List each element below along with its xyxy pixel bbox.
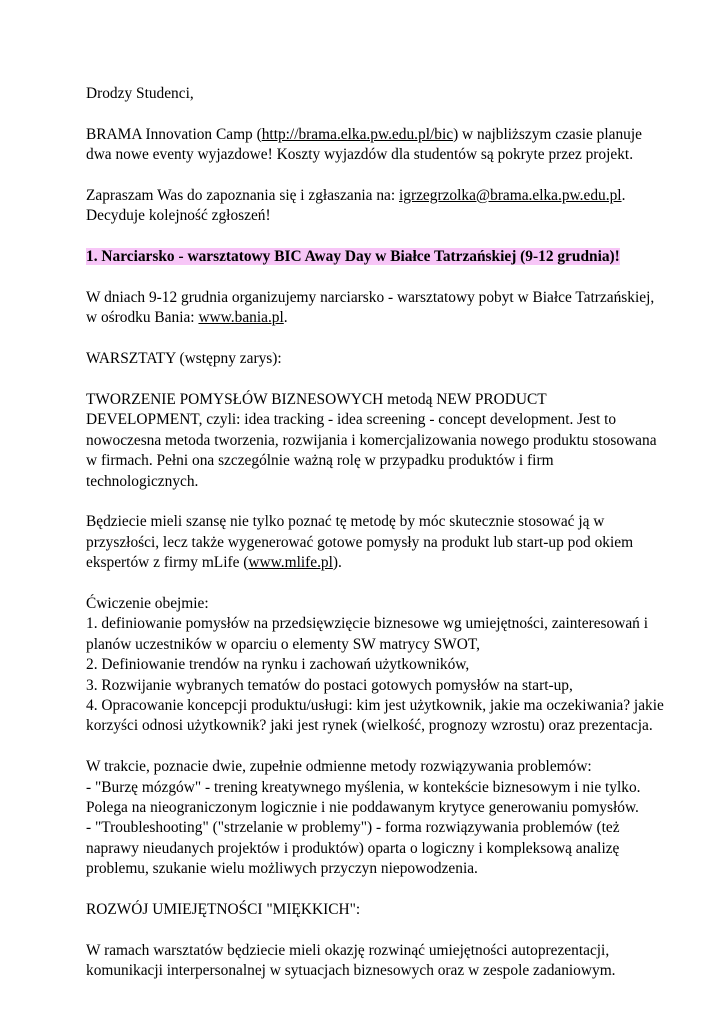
intro-text-a: BRAMA Innovation Camp ( <box>86 125 262 143</box>
event-desc-text-b: . <box>283 309 288 327</box>
exercise-title: Ćwiczenie obejmie: <box>86 595 209 613</box>
methods-paragraph <box>86 757 656 879</box>
soft-skills-title <box>86 900 656 920</box>
event-heading: 1. Narciarsko - warsztatowy BIC Away Day w Białce Tatrzańskiej (9-12 grudnia)! <box>86 248 620 266</box>
workshops-title <box>86 349 656 369</box>
exercise-paragraph <box>86 594 664 737</box>
email-link[interactable]: igrzegrzolka@brama.elka.pw.edu.pl <box>399 187 622 204</box>
soft-skills-line-1: W ramach warsztatów będziecie mieli okazję rozwinąć umiejętności autoprezentacji, <box>86 941 610 959</box>
methods-line-6: problemu, szukanie wielu możliwych przyczyn niepowodzenia. <box>86 860 478 878</box>
methods-line-4: - "Troubleshooting" ("strzelanie w problemy") - forma rozwiązywania problemów (też <box>86 819 620 837</box>
methods-line-1: W trakcie, poznacie dwie, zupełnie odmienne metody rozwiązywania problemów: <box>86 758 592 776</box>
chance-line-3 <box>86 553 656 573</box>
greeting <box>86 84 656 104</box>
intro-paragraph <box>86 125 656 166</box>
soft-skills-title-text: ROZWÓJ UMIEJĘTNOŚCI "MIĘKKICH": <box>86 901 361 919</box>
exercise-line-1: 1. definiowanie pomysłów na przedsięwzięcie biznesowe wg umiejętności, zainteresowań i <box>86 615 648 633</box>
exercise-line-4: 3. Rozwijanie wybranych tematów do postaci gotowych pomysłów na start-up, <box>86 676 573 694</box>
event-desc-line-1: W dniach 9-12 grudnia organizujemy narciarsko - warsztatowy pobyt w Białce Tatrzańskiej, <box>86 289 655 306</box>
event-desc-line-2 <box>86 308 656 328</box>
npd-line-2: DEVELOPMENT, czyli: idea tracking - idea screening - concept development. Jest to <box>86 411 617 429</box>
exercise-line-6: korzyści odnosi użytkownik? jaki jest rynek (wielkość, prognozy wzrostu) oraz prezentacja. <box>86 717 653 735</box>
chance-text-b: ). <box>332 554 342 572</box>
event-description <box>86 288 656 329</box>
intro-text-b: ) w najbliższym czasie planuje <box>453 125 642 143</box>
soft-skills-line-2: komunikacji interpersonalnej w sytuacjach biznesowych oraz w zespole zadaniowym. <box>86 962 616 980</box>
chance-line-1: Będziecie mieli szansę nie tylko poznać tę metodę by móc skutecznie stosować ją w <box>86 513 605 531</box>
bania-link[interactable]: www.bania.pl <box>198 309 284 327</box>
event-heading-paragraph <box>86 247 656 267</box>
greeting-text: Drodzy Studenci, <box>86 85 194 102</box>
exercise-line-3: 2. Definiowanie trendów na rynku i zachowań użytkowników, <box>86 656 470 674</box>
workshops-title-text: WARSZTATY (wstępny zarys): <box>86 350 282 368</box>
contact-text-b: . <box>621 187 626 204</box>
npd-line-1: TWORZENIE POMYSŁÓW BIZNESOWYCH metodą NEW PRODUCT <box>86 391 547 408</box>
contact-paragraph <box>86 186 656 227</box>
soft-skills-paragraph <box>86 941 656 982</box>
chance-text-a: ekspertów z firmy mLife ( <box>86 554 249 572</box>
npd-line-3: nowoczesna metoda tworzenia, rozwijania i komercjalizowania nowego produktu stosowana <box>86 431 657 449</box>
exercise-line-5: 4. Opracowanie koncepcji produktu/usługi: kim jest użytkownik, jakie ma oczekiwania? jakie <box>86 697 664 715</box>
contact-line-1 <box>86 186 656 206</box>
exercise-line-2: planów uczestników w oparciu o elementy SW matrycy SWOT, <box>86 635 480 653</box>
npd-paragraph <box>86 390 656 492</box>
mlife-link[interactable]: www.mlife.pl <box>248 554 333 572</box>
methods-line-2: - "Burzę mózgów" - trening kreatywnego myślenia, w kontekście biznesowym i nie tylko. <box>86 778 641 796</box>
chance-line-2: przyszłości, lecz także wygenerować gotowe pomysły na produkt lub start-up pod okiem <box>86 533 634 551</box>
chance-paragraph <box>86 512 656 573</box>
contact-line-2: Decyduje kolejność zgłoszeń! <box>86 207 271 225</box>
intro-line-2: dwa nowe eventy wyjazdowe! Koszty wyjazdów dla studentów są pokryte przez projekt. <box>86 146 634 164</box>
methods-line-3: Polega na nieograniczonym logicznie i nie poddawanym krytyce generowaniu pomysłów. <box>86 799 639 817</box>
methods-line-5: naprawy nieudanych projektów i produktów) oparta o logiczny i kompleksową analizę <box>86 839 620 857</box>
event-desc-text-a: w ośrodku Bania: <box>86 309 199 327</box>
npd-line-4: w firmach. Pełni ona szczególnie ważną rolę w przypadku produktów i firm <box>86 452 554 470</box>
contact-text-a: Zapraszam Was do zapoznania się i zgłaszania na: <box>86 187 399 204</box>
npd-line-5: technologicznych. <box>86 472 199 490</box>
document-body <box>86 84 664 1002</box>
bic-link[interactable]: http://brama.elka.pw.edu.pl/bic <box>261 125 454 143</box>
intro-line-1 <box>86 125 656 145</box>
